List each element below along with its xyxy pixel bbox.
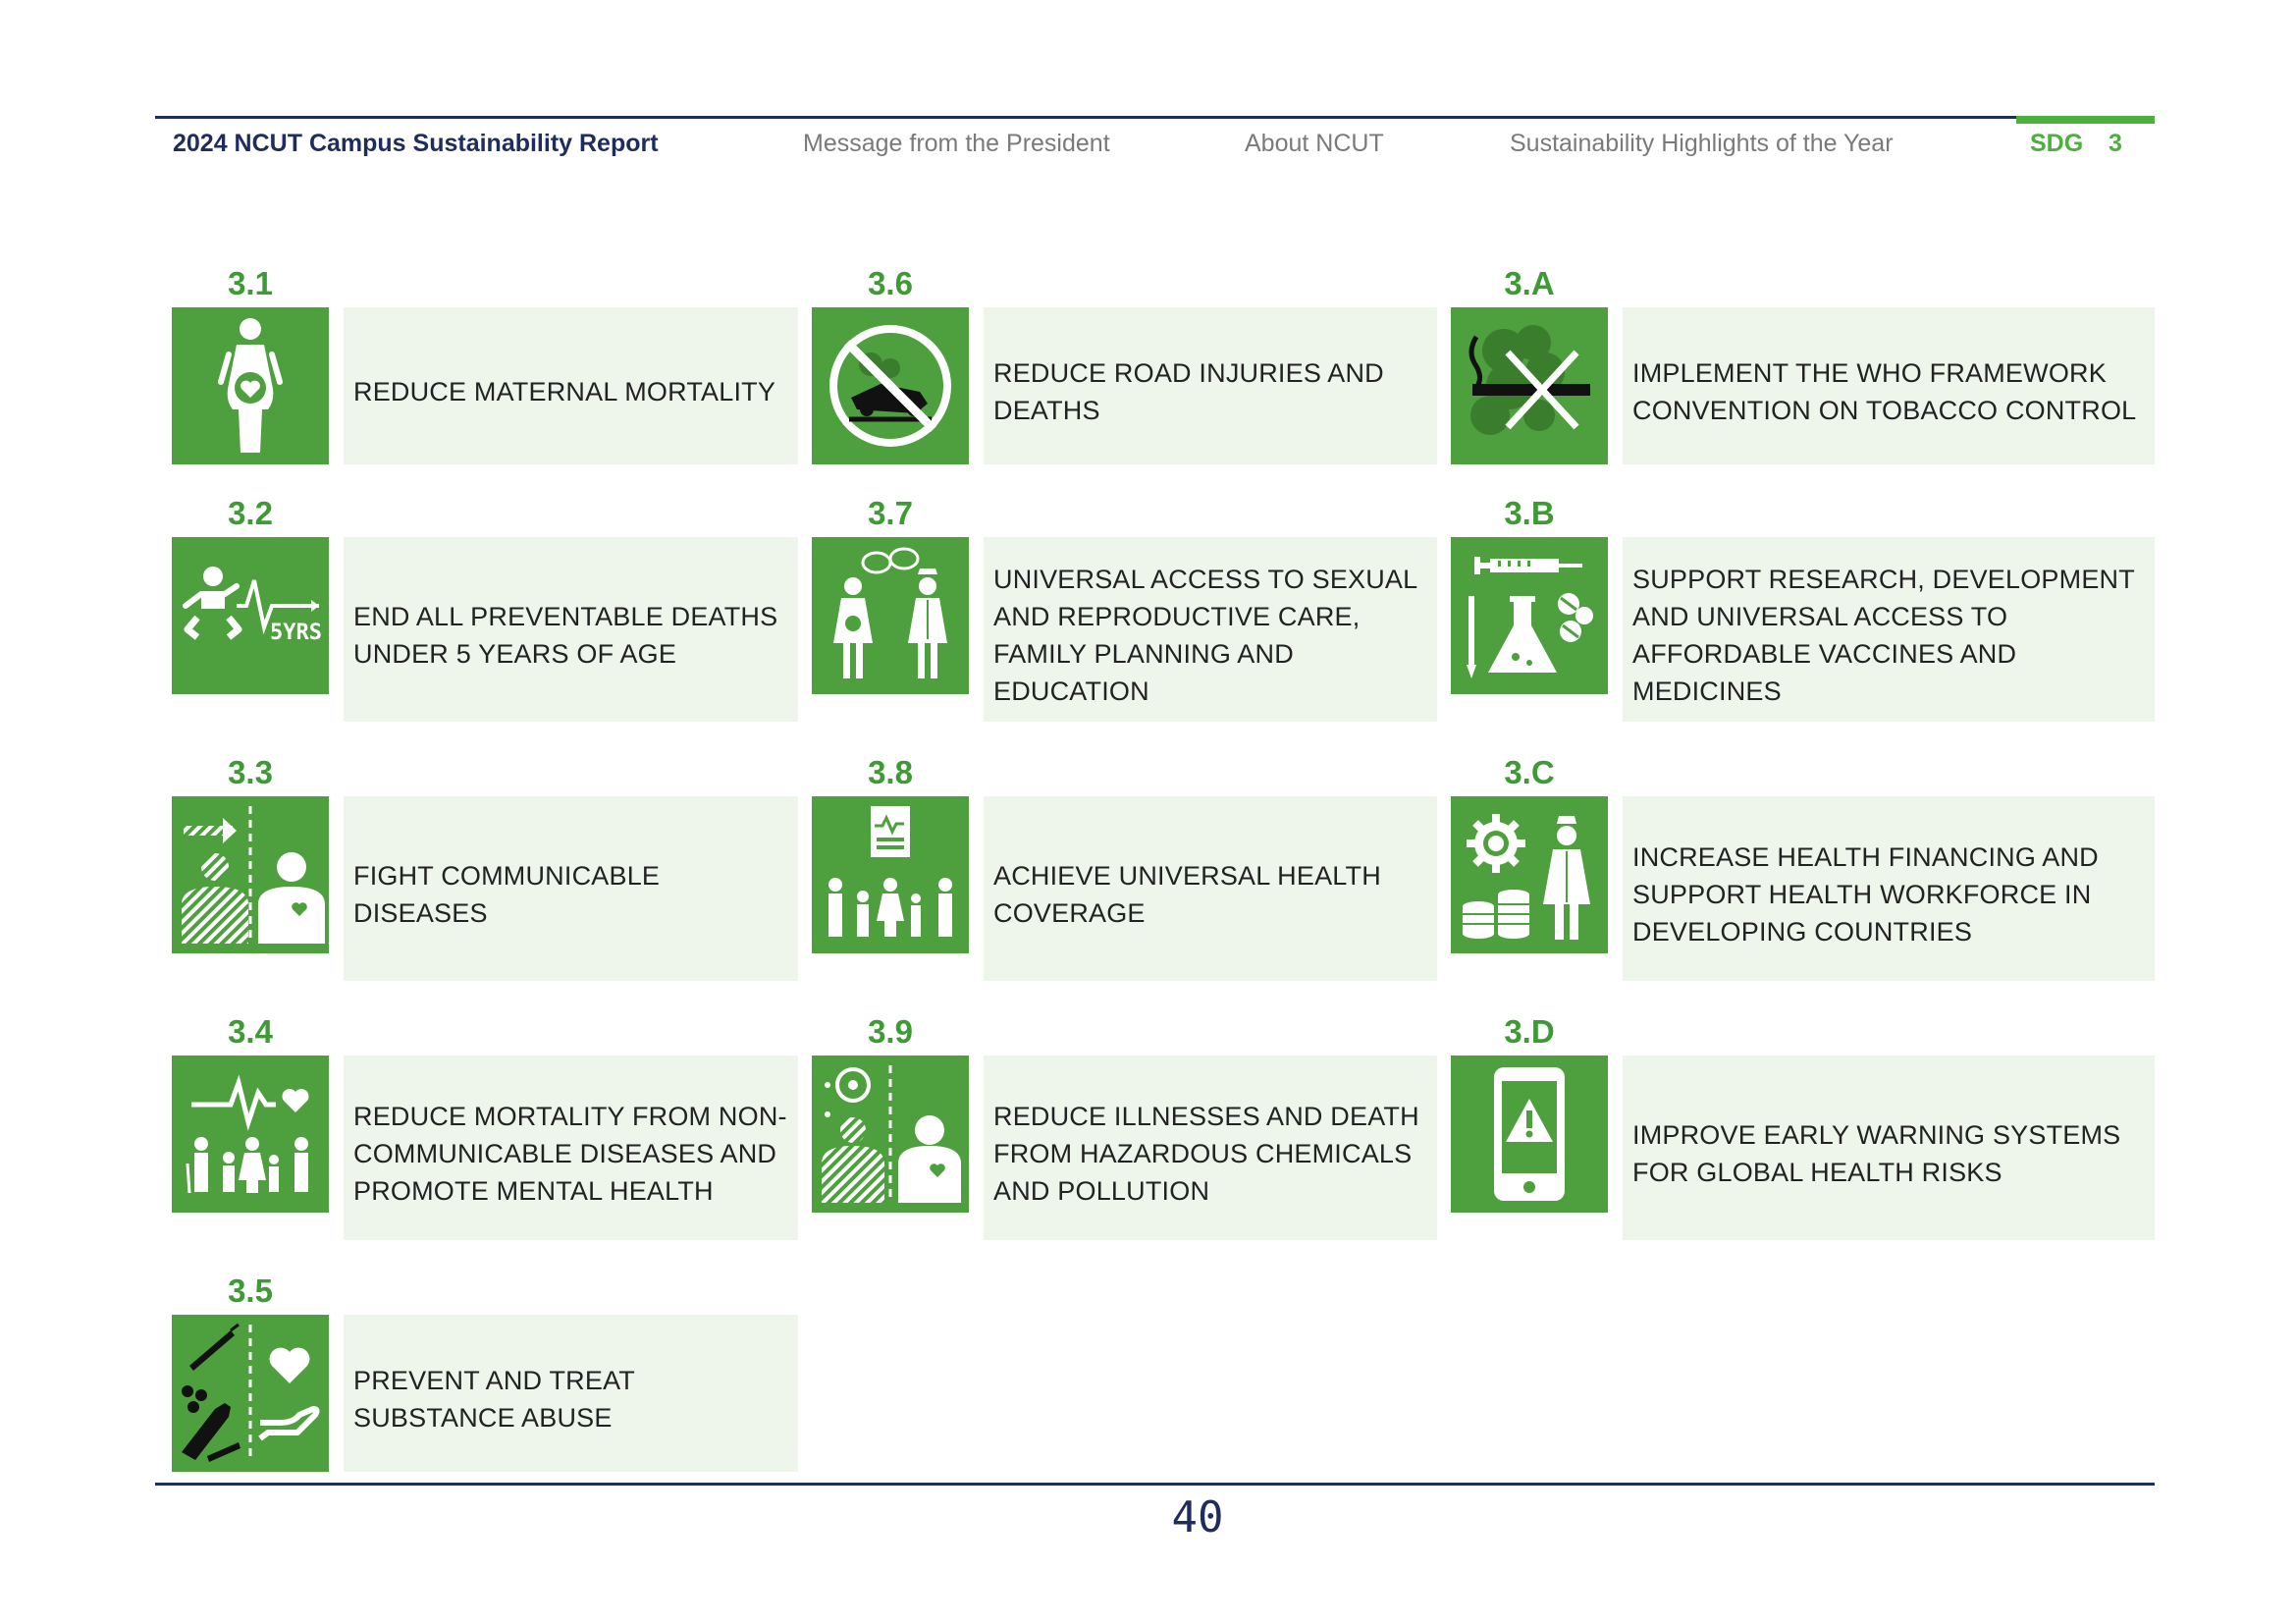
target-description: END ALL PREVENTABLE DEATHS UNDER 5 YEARS OF AGE (344, 537, 798, 722)
target-description: SUPPORT RESEARCH, DEVELOPMENT AND UNIVERSAL ACCESS TO AFFORDABLE VACCINES AND MEDICINES (1623, 537, 2155, 722)
target-description: REDUCE MORTALITY FROM NON-COMMUNICABLE DISEASES AND PROMOTE MENTAL HEALTH (344, 1056, 798, 1240)
vaccines-medicines-icon (1451, 537, 1608, 694)
target-description: INCREASE HEALTH FINANCING AND SUPPORT HEALTH WORKFORCE IN DEVELOPING COUNTRIES (1623, 796, 2155, 981)
target-id: 3.7 (868, 495, 913, 531)
family-heartbeat-icon (172, 1056, 329, 1213)
report-title: 2024 NCUT Campus Sustainability Report (173, 130, 659, 157)
target-id: 3.6 (868, 265, 913, 301)
health-financing-icon (1451, 796, 1608, 953)
target-description: REDUCE ILLNESSES AND DEATH FROM HAZARDOUS CHEMICALS AND POLLUTION (984, 1056, 1437, 1240)
target-description: ACHIEVE UNIVERSAL HEALTH COVERAGE (984, 796, 1437, 981)
no-car-crash-icon (812, 307, 969, 464)
target-id: 3.5 (228, 1272, 273, 1309)
footer-rule (155, 1483, 2155, 1486)
target-id: 3.4 (228, 1013, 273, 1050)
sdg-number: 3 (2109, 130, 2122, 157)
target-description: REDUCE MATERNAL MORTALITY (344, 307, 798, 464)
target-description: PREVENT AND TREAT SUBSTANCE ABUSE (344, 1315, 798, 1472)
communicable-disease-icon (172, 796, 329, 953)
reproductive-care-icon (812, 537, 969, 694)
nav-about-ncut[interactable]: About NCUT (1245, 130, 1384, 157)
pregnant-woman-icon (172, 307, 329, 464)
substance-abuse-icon (172, 1315, 329, 1472)
header-sdg-accent (2016, 116, 2155, 124)
target-id: 3.B (1504, 495, 1555, 531)
sdg-label[interactable]: SDG (2030, 130, 2084, 157)
target-id: 3.1 (228, 265, 273, 301)
target-id: 3.C (1504, 754, 1555, 790)
early-warning-phone-icon (1451, 1056, 1608, 1213)
target-description: REDUCE ROAD INJURIES AND DEATHS (984, 307, 1437, 464)
header-rule (155, 116, 2016, 119)
target-id: 3.9 (868, 1013, 913, 1050)
target-id: 3.A (1504, 265, 1555, 301)
target-description: UNIVERSAL ACCESS TO SEXUAL AND REPRODUCTIVE CARE, FAMILY PLANNING AND EDUCATION (984, 537, 1437, 722)
health-coverage-icon (812, 796, 969, 953)
target-id: 3.3 (228, 754, 273, 790)
nav-sustainability-highlights[interactable]: Sustainability Highlights of the Year (1510, 130, 1894, 157)
hazardous-chemicals-icon (812, 1056, 969, 1213)
baby-heartbeat-icon (172, 537, 329, 694)
target-description: IMPROVE EARLY WARNING SYSTEMS FOR GLOBAL HEALTH RISKS (1623, 1056, 2155, 1240)
target-id: 3.D (1504, 1013, 1555, 1050)
target-description: IMPLEMENT THE WHO FRAMEWORK CONVENTION ON TOBACCO CONTROL (1623, 307, 2155, 464)
no-smoking-icon (1451, 307, 1608, 464)
page-number: 40 (1171, 1492, 1224, 1543)
target-id: 3.2 (228, 495, 273, 531)
nav-message-from-president[interactable]: Message from the President (803, 130, 1110, 157)
target-description: FIGHT COMMUNICABLE DISEASES (344, 796, 798, 981)
svg-text:5YRS: 5YRS (270, 621, 322, 645)
target-id: 3.8 (868, 754, 913, 790)
